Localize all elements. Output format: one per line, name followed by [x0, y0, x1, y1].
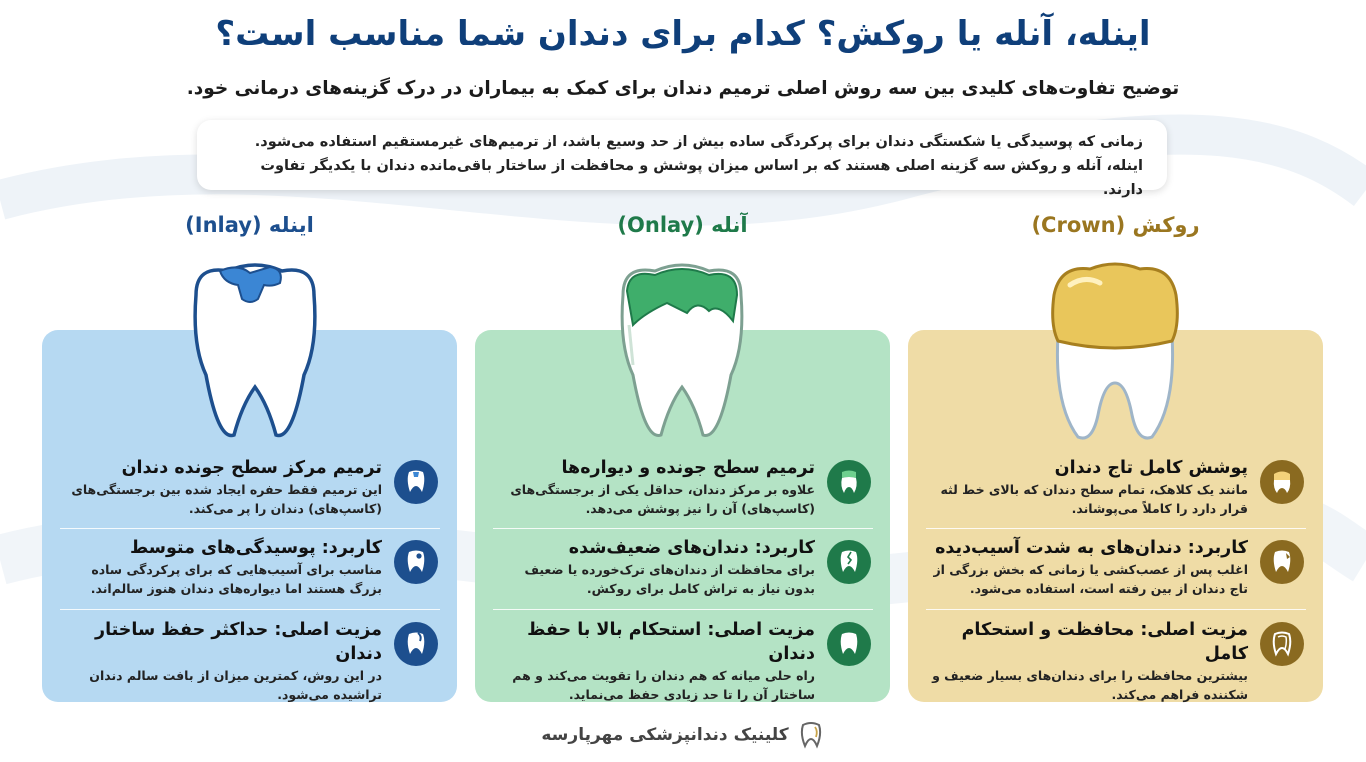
- feature-heading: کاربرد: دندان‌های به شدت آسیب‌دیده: [935, 538, 1248, 558]
- divider: [926, 609, 1306, 610]
- inlay-feature-benefit: [60, 618, 440, 702]
- feature-heading: کاربرد: پوسیدگی‌های متوسط: [130, 538, 382, 558]
- crown-feature-usage: [926, 536, 1306, 614]
- feature-heading: ترمیم مرکز سطح جونده دندان: [121, 458, 382, 478]
- intro-box: زمانی که پوسیدگی یا شکستگی دندان برای پرکردگی ساده بیش از حد وسیع باشد، از ترمیم‌های غیرمستقیم استفاده می‌شود. اینله، آنله و روکش سه گزینه اصلی هستند که بر اساس میزان پوشش و محافظت از ساختار باقی‌مانده دندان با یکدیگر تفاوت دارند.: [197, 120, 1167, 190]
- divider: [60, 609, 440, 610]
- feature-desc: در این روش، کمترین میزان از بافت سالم دندان تراشیده می‌شود.: [89, 668, 382, 702]
- onlay-tooth-illustration: [607, 255, 757, 445]
- tooth-preserve-icon: [394, 622, 438, 666]
- feature-desc: بیشترین محافظت را برای دندان‌های بسیار ضعیف و شکننده فراهم می‌کند.: [932, 668, 1248, 702]
- feature-heading: ترمیم سطح جونده و دیواره‌ها: [561, 458, 815, 478]
- feature-desc: این ترمیم فقط حفره ایجاد شده بین برجستگی‌های (کاسپ‌های) دندان را پر می‌کند.: [71, 482, 382, 516]
- feature-desc: راه حلی میانه که هم دندان را تقویت می‌کند و هم ساختار آن را تا حد زیادی حفظ می‌نماید.: [512, 668, 815, 702]
- tooth-filling-icon: [394, 460, 438, 504]
- inlay-tooth-illustration: [180, 255, 330, 445]
- inlay-title: اینله (Inlay): [185, 213, 314, 237]
- feature-desc: مانند یک کلاهک، تمام سطح دندان که بالای خط لثه قرار دارد را کاملاً می‌پوشاند.: [940, 482, 1248, 516]
- cracked-tooth-icon: [827, 540, 871, 584]
- crown-feature-benefit: [926, 618, 1306, 702]
- crown-tooth-illustration: [1040, 255, 1190, 445]
- inlay-feature-center: [60, 456, 440, 534]
- tooth-outline-icon: [1260, 622, 1304, 666]
- divider: [60, 528, 440, 529]
- tooth-crown-icon: [1260, 460, 1304, 504]
- feature-heading: مزیت اصلی: حداکثر حفظ ساختار دندان: [95, 620, 382, 664]
- feature-desc: برای محافظت از دندان‌های ترک‌خورده یا ضعیف بدون نیاز به تراش کامل برای روکش.: [524, 562, 815, 596]
- onlay-feature-usage: [493, 536, 873, 614]
- feature-heading: کاربرد: دندان‌های ضعیف‌شده: [568, 538, 815, 558]
- divider: [493, 609, 873, 610]
- tooth-cusp-icon: [827, 460, 871, 504]
- inlay-feature-usage: [60, 536, 440, 614]
- tooth-icon: [827, 622, 871, 666]
- feature-desc: علاوه بر مرکز دندان، حداقل یکی از برجستگی‌های (کاسپ‌های) آن را نیز پوشش می‌دهد.: [510, 482, 815, 516]
- feature-heading: مزیت اصلی: استحکام بالا با حفظ دندان: [527, 620, 815, 664]
- feature-heading: مزیت اصلی: محافظت و استحکام کامل: [961, 620, 1248, 664]
- divider: [493, 528, 873, 529]
- damaged-tooth-icon: [1260, 540, 1304, 584]
- page-title: اینله، آنله یا روکش؟ کدام برای دندان شما مناسب است؟: [215, 14, 1151, 54]
- onlay-title: آنله (Onlay): [617, 213, 748, 237]
- clinic-name: کلینیک دندانپزشکی مهرپارسه: [541, 725, 789, 745]
- onlay-feature-surface: [493, 456, 873, 534]
- feature-heading: پوشش کامل تاج دندان: [1054, 458, 1248, 478]
- feature-desc: مناسب برای آسیب‌هایی که برای پرکردگی ساده بزرگ هستند اما دیواره‌های دندان هنوز سالم‌اند.: [90, 562, 382, 596]
- onlay-feature-benefit: [493, 618, 873, 702]
- feature-desc: اغلب پس از عصب‌کشی یا زمانی که بخش بزرگی از تاج دندان از بین رفته است، استفاده می‌شود.: [933, 562, 1248, 596]
- tooth-logo-icon: [797, 721, 825, 749]
- divider: [926, 528, 1306, 529]
- decayed-tooth-icon: [394, 540, 438, 584]
- page-subtitle: توضیح تفاوت‌های کلیدی بین سه روش اصلی ترمیم دندان برای کمک به بیماران در درک گزینه‌های درمانی خود.: [186, 78, 1180, 99]
- footer: [0, 720, 1366, 750]
- crown-title: روکش (Crown): [1031, 213, 1200, 237]
- crown-feature-coverage: [926, 456, 1306, 534]
